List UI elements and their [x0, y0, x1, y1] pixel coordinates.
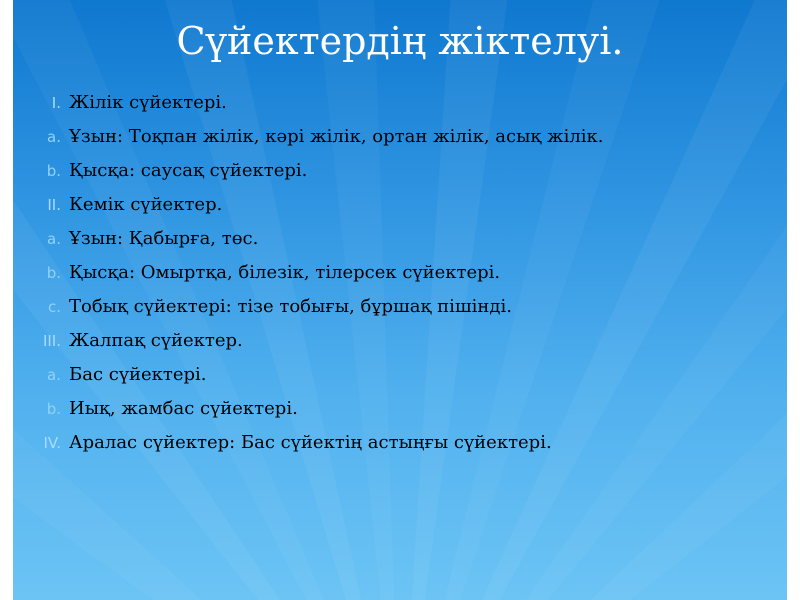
list-marker: c. [47, 298, 61, 316]
list-item-text: Аралас сүйектер: Бас сүйектің астыңғы сүйектері. [69, 432, 552, 453]
list-marker: III. [42, 332, 61, 350]
list-item-text: Ұзын: Қабырға, төс. [69, 228, 259, 249]
list-marker: b. [46, 264, 61, 282]
list-item-text: Бас сүйектері. [69, 364, 207, 385]
list-item [13, 120, 787, 154]
list-item [13, 358, 787, 392]
list-marker: a. [47, 230, 61, 248]
list-item-text: Тобық сүйектері: тізе тобығы, бұршақ пішінді. [69, 296, 512, 317]
list-marker: b. [46, 162, 61, 180]
list-item [13, 188, 787, 222]
list-marker: a. [47, 366, 61, 384]
list-marker: I. [51, 94, 61, 112]
list-item-text: Кемік сүйектер. [69, 194, 223, 215]
list-marker: IV. [43, 434, 61, 452]
list-item [13, 426, 787, 460]
list-item [13, 324, 787, 358]
list-marker: b. [46, 400, 61, 418]
list-marker: a. [47, 128, 61, 146]
list-item-text: Иық, жамбас сүйектері. [69, 398, 298, 419]
list-item-text: Жалпақ сүйектер. [69, 330, 243, 351]
slide [13, 0, 787, 600]
list-item [13, 256, 787, 290]
list-marker: II. [47, 196, 61, 214]
list-item [13, 392, 787, 426]
list-item [13, 290, 787, 324]
list-item-text: Қысқа: Омыртқа, білезік, тілерсек сүйектері. [69, 262, 501, 283]
slide-title: Сүйектердің жіктелуі. [176, 19, 624, 63]
outline-list [13, 86, 787, 460]
list-item-text: Ұзын: Тоқпан жілік, кәрі жілік, ортан жілік, асық жілік. [69, 126, 604, 147]
list-item [13, 86, 787, 120]
list-item [13, 222, 787, 256]
list-item-text: Жілік сүйектері. [69, 92, 227, 113]
list-item-text: Қысқа: саусақ сүйектері. [69, 160, 308, 181]
list-item [13, 154, 787, 188]
